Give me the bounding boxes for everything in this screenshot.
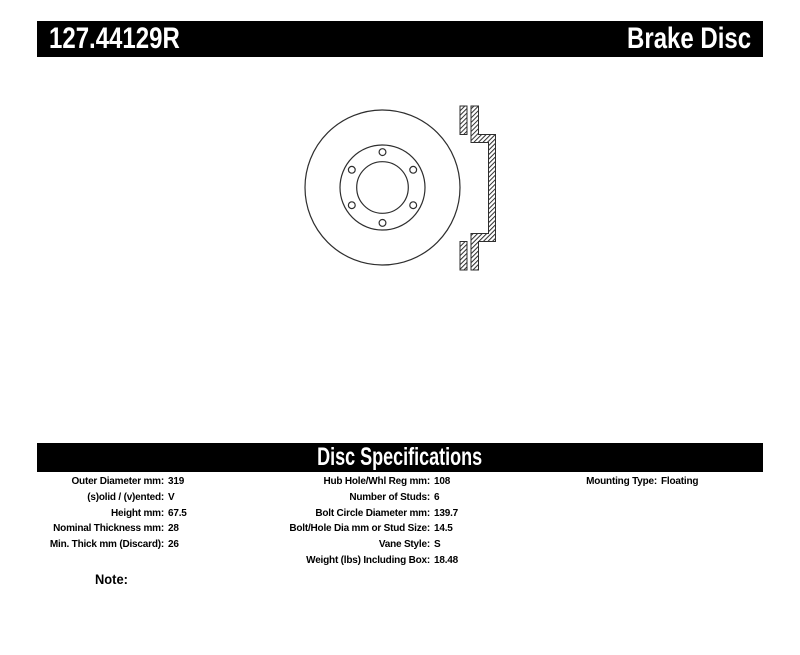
spec-value: 67.5 bbox=[168, 507, 187, 519]
spec-value: 108 bbox=[434, 476, 451, 488]
spec-value: S bbox=[434, 539, 441, 551]
spec-row bbox=[276, 521, 458, 537]
spec-row bbox=[30, 505, 187, 521]
spec-label: Hub Hole/Whl Reg mm: bbox=[323, 476, 430, 488]
spec-label: Vane Style: bbox=[378, 539, 430, 551]
note-label: Note: bbox=[95, 571, 128, 587]
spec-label: (s)olid / (v)ented: bbox=[87, 492, 164, 504]
spec-value: 319 bbox=[168, 476, 185, 488]
spec-row bbox=[276, 537, 458, 553]
spec-value: Floating bbox=[661, 476, 699, 488]
spec-label: Number of Studs: bbox=[349, 492, 430, 504]
outer-diameter-circle bbox=[305, 110, 460, 265]
spec-label: Height mm: bbox=[110, 507, 164, 519]
center-bore-circle bbox=[357, 162, 409, 214]
spec-row bbox=[30, 474, 187, 490]
spec-row bbox=[530, 474, 698, 490]
part-number: 127.44129R bbox=[49, 22, 180, 55]
spec-column-right bbox=[530, 474, 698, 490]
spec-value: 26 bbox=[168, 539, 179, 551]
disc-specifications-bar bbox=[37, 443, 763, 472]
spec-row bbox=[276, 505, 458, 521]
spec-value: 14.5 bbox=[434, 523, 453, 535]
spec-label: Min. Thick mm (Discard): bbox=[49, 539, 164, 551]
spec-value: 18.48 bbox=[434, 554, 459, 566]
spec-label: Bolt Circle Diameter mm: bbox=[315, 507, 430, 519]
spec-row bbox=[276, 552, 458, 568]
brake-disc-drawing bbox=[295, 90, 510, 290]
disc-cross-section-view bbox=[460, 106, 496, 270]
header-bar bbox=[37, 21, 763, 57]
hat-and-inboard-plate-section bbox=[471, 106, 496, 270]
disc-front-view bbox=[305, 110, 460, 265]
spec-label: Outer Diameter mm: bbox=[71, 476, 164, 488]
outboard-plate-bottom-section bbox=[460, 242, 467, 271]
section-title: Disc Specifications bbox=[317, 443, 483, 471]
stud-holes bbox=[348, 149, 416, 227]
spec-row bbox=[30, 537, 187, 553]
outboard-plate-top-section bbox=[460, 106, 467, 135]
product-type-title: Brake Disc bbox=[626, 22, 751, 55]
spec-row bbox=[30, 521, 187, 537]
spec-value: V bbox=[168, 492, 175, 504]
spec-column-middle bbox=[276, 474, 458, 568]
spec-value: 6 bbox=[434, 492, 440, 504]
spec-column-left bbox=[30, 474, 187, 552]
spec-value: 28 bbox=[168, 523, 179, 535]
spec-row bbox=[30, 490, 187, 506]
spec-label: Weight (lbs) Including Box: bbox=[306, 554, 430, 566]
spec-label: Mounting Type: bbox=[586, 476, 657, 488]
hat-circle bbox=[340, 145, 425, 230]
spec-label: Nominal Thickness mm: bbox=[53, 523, 164, 535]
note-label-row bbox=[95, 571, 131, 587]
spec-label: Bolt/Hole Dia mm or Stud Size: bbox=[289, 523, 430, 535]
spec-row bbox=[276, 474, 458, 490]
spec-row bbox=[276, 490, 458, 506]
spec-value: 139.7 bbox=[434, 507, 459, 519]
